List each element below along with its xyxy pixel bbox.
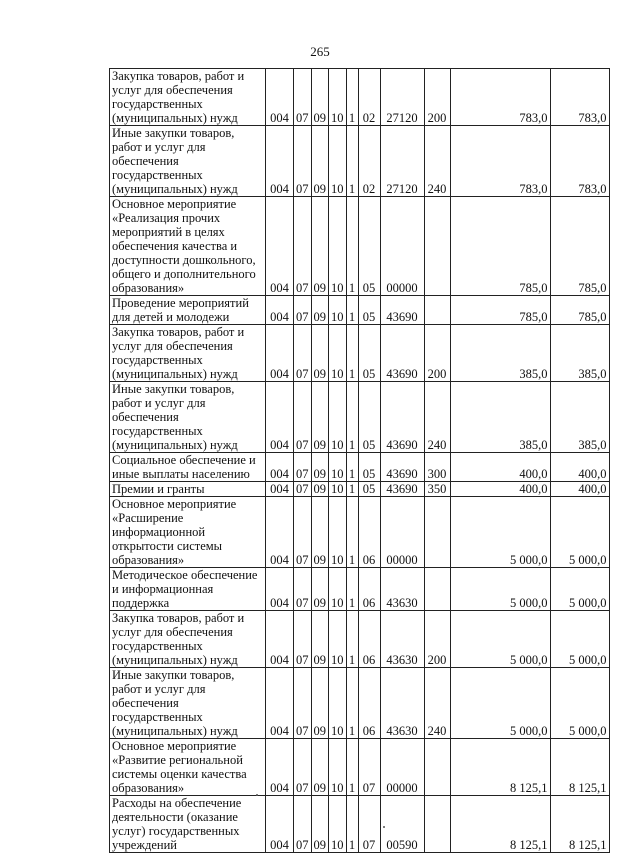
cell-subprogram: 1 [346,296,358,325]
cell-razdel: 07 [294,611,312,668]
cell-event: 02 [358,126,380,197]
row-name: Иные закупки товаров, работ и услуг для обеспечения государственных (муниципальных) нужд [110,126,266,197]
cell-razdel: 07 [294,453,312,482]
cell-event: 06 [358,497,380,568]
cell-event: 05 [358,453,380,482]
cell-direction: 43630 [380,668,424,739]
cell-razdel: 07 [294,382,312,453]
cell-event: 06 [358,611,380,668]
cell-grbs: 004 [266,611,294,668]
cell-event: 06 [358,668,380,739]
cell-expense-type [424,497,450,568]
cell-sum-year1: 385,0 [450,325,550,382]
row-name: Иные закупки товаров, работ и услуг для обеспечения государственных (муниципальных) нужд [110,668,266,739]
cell-expense-type: 350 [424,482,450,497]
cell-program: 10 [329,497,347,568]
cell-direction: 43630 [380,611,424,668]
cell-subprogram: 1 [346,382,358,453]
cell-podrazdel: 09 [311,497,329,568]
cell-razdel: 07 [294,739,312,796]
cell-podrazdel: 09 [311,296,329,325]
cell-sum-year1: 8 125,1 [450,796,550,853]
cell-subprogram: 1 [346,497,358,568]
cell-expense-type [424,197,450,296]
cell-direction: 43630 [380,568,424,611]
table-row [110,453,610,482]
cell-grbs: 004 [266,325,294,382]
table-row [110,739,610,796]
cell-sum-year1: 785,0 [450,197,550,296]
row-name: Закупка товаров, работ и услуг для обеспечения государственных (муниципальных) нужд [110,611,266,668]
cell-expense-type: 240 [424,126,450,197]
cell-sum-year2: 783,0 [550,69,609,126]
table-row [110,568,610,611]
row-name: Премии и гранты [110,482,266,497]
cell-program: 10 [329,482,347,497]
cell-sum-year1: 400,0 [450,453,550,482]
cell-event: 07 [358,796,380,853]
cell-program: 10 [329,611,347,668]
row-name: Закупка товаров, работ и услуг для обеспечения государственных (муниципальных) нужд [110,325,266,382]
row-name: Проведение мероприятий для детей и молодежи [110,296,266,325]
cell-event: 05 [358,482,380,497]
cell-expense-type: 240 [424,382,450,453]
cell-event: 05 [358,325,380,382]
cell-sum-year2: 785,0 [550,197,609,296]
cell-sum-year2: 5 000,0 [550,611,609,668]
cell-program: 10 [329,568,347,611]
row-name: Методическое обеспечение и информационная поддержка [110,568,266,611]
cell-program: 10 [329,739,347,796]
cell-program: 10 [329,796,347,853]
cell-razdel: 07 [294,668,312,739]
cell-podrazdel: 09 [311,126,329,197]
row-name: Социальное обеспечение и иные выплаты населению [110,453,266,482]
cell-sum-year2: 400,0 [550,482,609,497]
cell-direction: 27120 [380,69,424,126]
table-row [110,796,610,853]
cell-grbs: 004 [266,482,294,497]
cell-sum-year2: 5 000,0 [550,497,609,568]
cell-sum-year2: 8 125,1 [550,796,609,853]
cell-program: 10 [329,382,347,453]
cell-subprogram: 1 [346,197,358,296]
cell-direction: 00000 [380,197,424,296]
cell-sum-year2: 385,0 [550,382,609,453]
cell-expense-type [424,296,450,325]
cell-sum-year2: 5 000,0 [550,668,609,739]
cell-subprogram: 1 [346,453,358,482]
cell-sum-year1: 400,0 [450,482,550,497]
cell-event: 06 [358,568,380,611]
cell-direction: 43690 [380,382,424,453]
cell-program: 10 [329,325,347,382]
cell-grbs: 004 [266,796,294,853]
cell-direction: 00590 [380,796,424,853]
cell-sum-year1: 783,0 [450,126,550,197]
cell-expense-type: 240 [424,668,450,739]
cell-direction: 43690 [380,482,424,497]
page-number: 265 [310,44,330,59]
table-row [110,611,610,668]
cell-program: 10 [329,126,347,197]
cell-razdel: 07 [294,497,312,568]
cell-program: 10 [329,668,347,739]
cell-program: 10 [329,453,347,482]
cell-podrazdel: 09 [311,482,329,497]
cell-direction: 27120 [380,126,424,197]
cell-sum-year1: 785,0 [450,296,550,325]
cell-event: 05 [358,382,380,453]
row-name: Иные закупки товаров, работ и услуг для обеспечения государственных (муниципальных) нужд [110,382,266,453]
row-name: Основное мероприятие «Развитие региональной системы оценки качества образования» [110,739,266,796]
table-row [110,126,610,197]
cell-program: 10 [329,197,347,296]
cell-grbs: 004 [266,382,294,453]
cell-razdel: 07 [294,296,312,325]
table-row [110,325,610,382]
cell-razdel: 07 [294,197,312,296]
cell-sum-year1: 5 000,0 [450,497,550,568]
cell-program: 10 [329,69,347,126]
cell-razdel: 07 [294,482,312,497]
cell-event: 02 [358,69,380,126]
cell-sum-year2: 785,0 [550,296,609,325]
cell-sum-year2: 400,0 [550,453,609,482]
row-name: Основное мероприятие «Реализация прочих мероприятий в целях обеспечения качества и доступности дошкольного, общего и дополнительного образования» [110,197,266,296]
cell-subprogram: 1 [346,611,358,668]
cell-sum-year1: 5 000,0 [450,668,550,739]
cell-expense-type [424,568,450,611]
row-name: Закупка товаров, работ и услуг для обеспечения государственных (муниципальных) нужд [110,69,266,126]
table-row [110,69,610,126]
row-name: Основное мероприятие «Расширение информационной открытости системы образования» [110,497,266,568]
cell-grbs: 004 [266,197,294,296]
cell-subprogram: 1 [346,668,358,739]
table-row [110,382,610,453]
cell-event: 05 [358,197,380,296]
table-body [110,69,610,853]
cell-podrazdel: 09 [311,796,329,853]
cell-razdel: 07 [294,796,312,853]
cell-grbs: 004 [266,568,294,611]
cell-grbs: 004 [266,497,294,568]
cell-expense-type: 200 [424,325,450,382]
cell-subprogram: 1 [346,126,358,197]
cell-direction: 00000 [380,497,424,568]
cell-podrazdel: 09 [311,453,329,482]
budget-table [109,68,610,853]
cell-podrazdel: 09 [311,197,329,296]
cell-expense-type [424,739,450,796]
cell-sum-year1: 5 000,0 [450,611,550,668]
cell-grbs: 004 [266,126,294,197]
cell-podrazdel: 09 [311,739,329,796]
cell-event: 07 [358,739,380,796]
cell-podrazdel: 09 [311,668,329,739]
cell-expense-type: 200 [424,611,450,668]
cell-event: 05 [358,296,380,325]
cell-direction: 43690 [380,296,424,325]
cell-sum-year1: 385,0 [450,382,550,453]
table-row [110,497,610,568]
cell-program: 10 [329,296,347,325]
cell-grbs: 004 [266,739,294,796]
cell-subprogram: 1 [346,739,358,796]
cell-subprogram: 1 [346,482,358,497]
cell-sum-year2: 8 125,1 [550,739,609,796]
cell-subprogram: 1 [346,325,358,382]
cell-podrazdel: 09 [311,325,329,382]
cell-grbs: 004 [266,668,294,739]
cell-sum-year2: 783,0 [550,126,609,197]
cell-grbs: 004 [266,296,294,325]
cell-podrazdel: 09 [311,69,329,126]
cell-expense-type: 300 [424,453,450,482]
cell-sum-year1: 5 000,0 [450,568,550,611]
cell-razdel: 07 [294,568,312,611]
cell-sum-year2: 385,0 [550,325,609,382]
cell-sum-year2: 5 000,0 [550,568,609,611]
cell-razdel: 07 [294,69,312,126]
cell-expense-type: 200 [424,69,450,126]
cell-razdel: 07 [294,126,312,197]
scan-speck [256,794,258,796]
cell-expense-type [424,796,450,853]
cell-direction: 43690 [380,453,424,482]
table-row [110,296,610,325]
cell-direction: 00000 [380,739,424,796]
cell-grbs: 004 [266,453,294,482]
cell-grbs: 004 [266,69,294,126]
cell-razdel: 07 [294,325,312,382]
table-row [110,668,610,739]
cell-sum-year1: 8 125,1 [450,739,550,796]
cell-subprogram: 1 [346,69,358,126]
cell-direction: 43690 [380,325,424,382]
table-row [110,482,610,497]
cell-sum-year1: 783,0 [450,69,550,126]
cell-subprogram: 1 [346,796,358,853]
table-row [110,197,610,296]
cell-podrazdel: 09 [311,382,329,453]
cell-podrazdel: 09 [311,568,329,611]
cell-subprogram: 1 [346,568,358,611]
row-name: Расходы на обеспечение деятельности (оказание услуг) государственных учреждений [110,796,266,853]
cell-podrazdel: 09 [311,611,329,668]
scan-speck [383,826,385,828]
